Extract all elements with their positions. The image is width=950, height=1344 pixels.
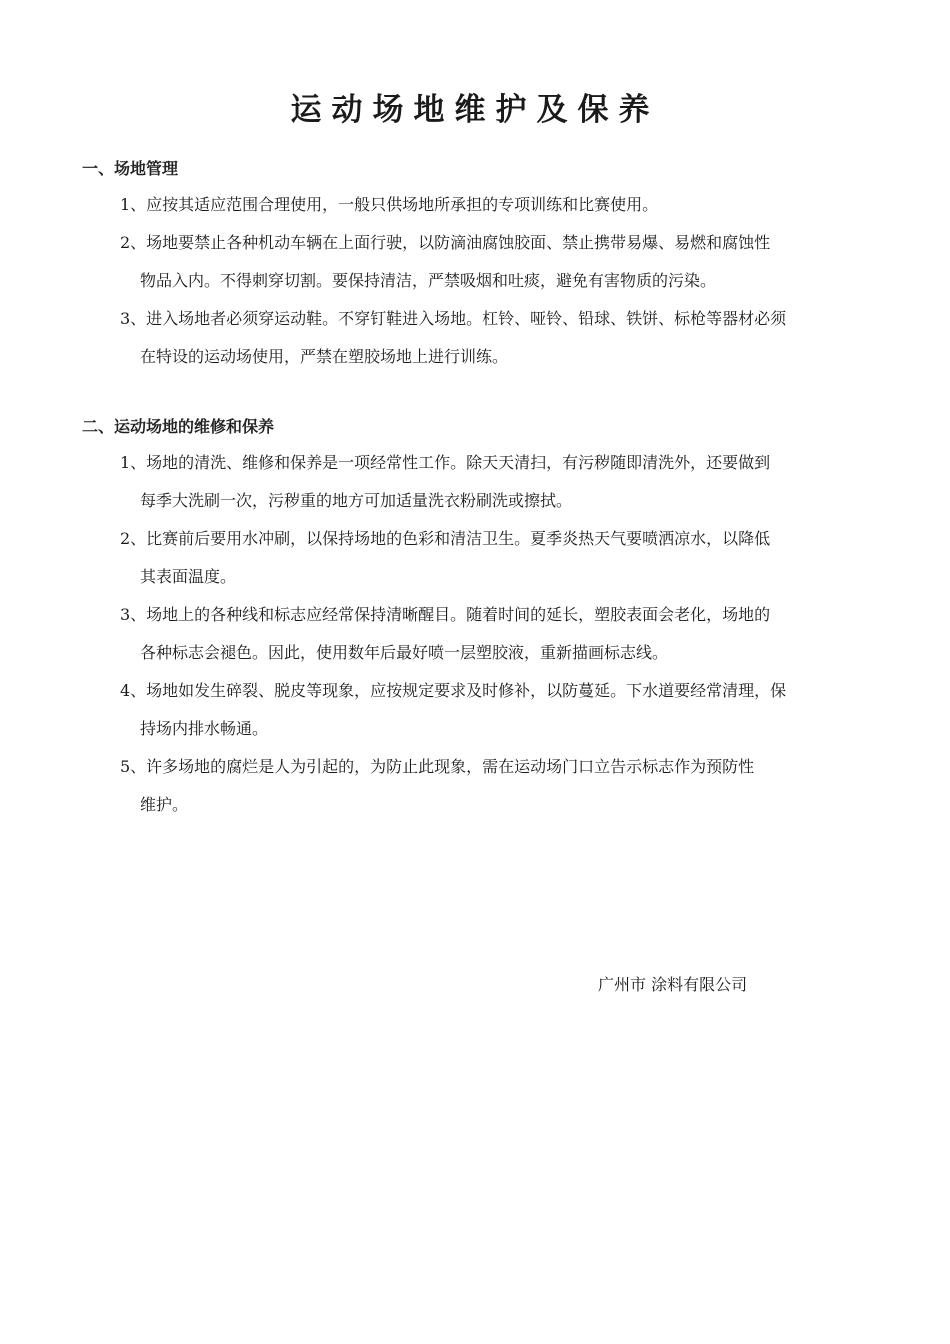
- item-line: 3、场地上的各种线和标志应经常保持清晰醒目。随着时间的延长，塑胶表面会老化，场地的: [120, 605, 771, 624]
- item-line: 4、场地如发生碎裂、脱皮等现象，应按规定要求及时修补，以防蔓延。下水道要经常清理，保: [120, 681, 787, 700]
- list-item: [120, 186, 872, 224]
- list-item: [120, 672, 872, 748]
- list-item: [120, 300, 872, 376]
- item-line: 其表面温度。: [140, 567, 237, 586]
- item-line: 3、进入场地者必须穿运动鞋。不穿钉鞋进入场地。杠铃、哑铃、铅球、铁饼、标枪等器材必须: [120, 309, 787, 328]
- item-line: 1、应按其适应范围合理使用，一般只供场地所承担的专项训练和比赛使用。: [120, 195, 659, 214]
- item-line: 物品入内。不得刺穿切割。要保持清洁，严禁吸烟和吐痰，避免有害物质的污染。: [140, 271, 717, 290]
- company-signature: 广州市 涂料有限公司: [598, 975, 748, 994]
- item-line: 1、场地的清洗、维修和保养是一项经常性工作。除天天清扫，有污秽随即清洗外，还要做到: [120, 453, 771, 472]
- item-line: 2、比赛前后要用水冲刷，以保持场地的色彩和清洁卫生。夏季炎热天气要喷洒凉水，以降低: [120, 529, 771, 548]
- list-item: [120, 520, 872, 596]
- list-item: [120, 444, 872, 520]
- section-heading: 一、场地管理: [82, 159, 179, 178]
- item-line: 维护。: [140, 795, 189, 814]
- list-item: [120, 748, 872, 824]
- section-maintenance: [82, 412, 872, 824]
- item-line: 持场内排水畅通。: [140, 719, 269, 738]
- item-line: 2、场地要禁止各种机动车辆在上面行驶，以防滴油腐蚀胶面、禁止携带易爆、易燃和腐蚀性: [120, 233, 771, 252]
- list-item: [120, 596, 872, 672]
- item-line: 每季大洗刷一次，污秽重的地方可加适量洗衣粉刷洗或擦拭。: [140, 491, 573, 510]
- list-item: [120, 224, 872, 300]
- item-line: 5、许多场地的腐烂是人为引起的，为防止此现象，需在运动场门口立告示标志作为预防性: [120, 757, 755, 776]
- item-line: 各种标志会褪色。因此，使用数年后最好喷一层塑胶液，重新描画标志线。: [140, 643, 669, 662]
- section-site-management: [82, 154, 872, 376]
- section-heading: 二、运动场地的维修和保养: [82, 417, 275, 436]
- document-title: 运动场地维护及保养: [290, 92, 660, 128]
- item-line: 在特设的运动场使用，严禁在塑胶场地上进行训练。: [140, 347, 509, 366]
